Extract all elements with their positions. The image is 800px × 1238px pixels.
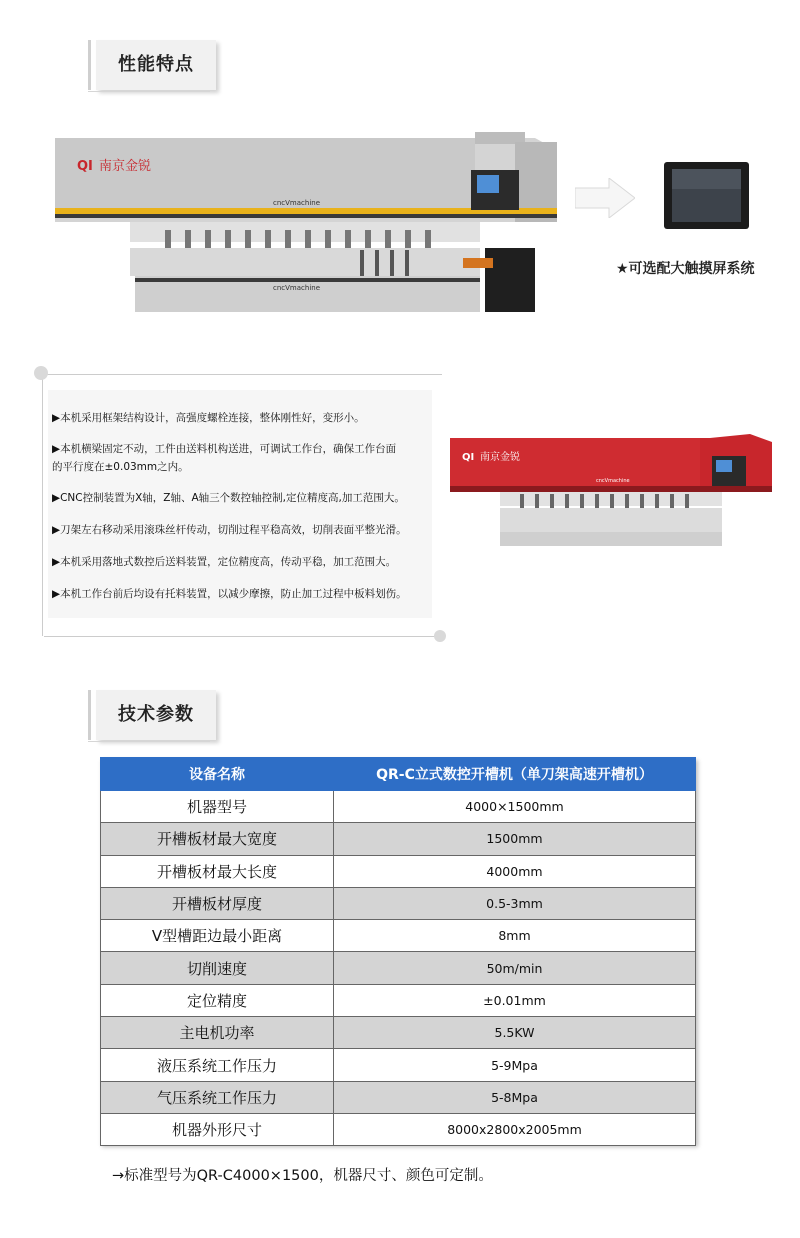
frame-dot-bottom <box>434 630 446 642</box>
table-cell-value: 0.5-3mm <box>334 887 696 919</box>
table-cell-value: 50m/min <box>334 952 696 984</box>
table-cell-param: 气压系统工作压力 <box>101 1081 334 1113</box>
features-title-text: 性能特点 <box>118 54 194 75</box>
spec-table <box>100 757 696 1146</box>
table-row <box>101 823 696 855</box>
silver-brand-text: 南京金锐 <box>99 159 152 174</box>
specs-title-text: 技术参数 <box>118 704 194 725</box>
feature-item-2: ▶本机横梁固定不动，工件由送料机构送进，可调试工作台，确保工作台面 <box>52 443 397 455</box>
silver-machine-image <box>55 130 557 315</box>
table-cell-value: 5-8Mpa <box>334 1081 696 1113</box>
title-accent-bar <box>88 690 91 740</box>
table-row <box>101 1081 696 1113</box>
table-row <box>101 855 696 887</box>
footnote: →标准型号为QR-C4000×1500，机器尺寸、颜色可定制。 <box>112 1168 493 1184</box>
table-cell-param: 液压系统工作压力 <box>101 1049 334 1081</box>
svg-text:QI: QI <box>462 452 475 463</box>
table-header-row <box>101 758 696 791</box>
table-cell-value: 4000×1500mm <box>334 791 696 823</box>
frame-dot-top <box>34 366 48 380</box>
table-row <box>101 984 696 1016</box>
table-row <box>101 1049 696 1081</box>
table-cell-param: V型槽距边最小距离 <box>101 920 334 952</box>
table-cell-param: 开槽板材最大宽度 <box>101 823 334 855</box>
feature-item-3: ▶CNC控制装置为X轴，Z轴、A轴三个数控轴控制,定位精度高,加工范围大。 <box>52 492 405 504</box>
table-row <box>101 920 696 952</box>
feature-item-5: ▶本机采用落地式数控后送料装置，定位精度高，传动平稳，加工范围大。 <box>52 556 397 568</box>
table-cell-param: 定位精度 <box>101 984 334 1016</box>
table-cell-param: 主电机功率 <box>101 1017 334 1049</box>
title-accent-bar <box>88 40 91 90</box>
table-cell-param: 切削速度 <box>101 952 334 984</box>
svg-text:QI: QI <box>77 159 93 174</box>
table-cell-value: 8000x2800x2005mm <box>334 1113 696 1145</box>
silver-label-top: cncVmachine <box>273 199 321 207</box>
red-machine-image <box>450 432 772 550</box>
table-cell-param: 开槽板材厚度 <box>101 887 334 919</box>
feature-item-4: ▶刀架左右移动采用滚珠丝杆传动，切削过程平稳高效，切削表面平整光滑。 <box>52 524 407 536</box>
arrow-right-icon <box>575 178 635 218</box>
table-cell-param: 机器外形尺寸 <box>101 1113 334 1145</box>
frame-line-left <box>42 374 43 636</box>
table-cell-value: ±0.01mm <box>334 984 696 1016</box>
feature-item-2-cont: 的平行度在±0.03mm之内。 <box>52 461 189 473</box>
table-cell-param: 开槽板材最大长度 <box>101 855 334 887</box>
table-header-name: 设备名称 <box>101 758 334 791</box>
table-row <box>101 952 696 984</box>
red-label: cncVmachine <box>596 478 630 484</box>
frame-line-bottom <box>44 636 440 637</box>
feature-item-6: ▶本机工作台前后均设有托料装置，以减少摩擦，防止加工过程中板料划伤。 <box>52 588 407 600</box>
silver-label-bottom: cncVmachine <box>273 284 321 292</box>
table-row <box>101 887 696 919</box>
table-cell-value: 8mm <box>334 920 696 952</box>
table-cell-value: 1500mm <box>334 823 696 855</box>
features-section-title <box>88 40 216 90</box>
feature-item-1: ▶本机采用框架结构设计，高强度螺栓连接，整体刚性好，变形小。 <box>52 412 365 424</box>
red-brand-text: 南京金锐 <box>480 452 520 463</box>
table-cell-value: 5.5KW <box>334 1017 696 1049</box>
table-cell-value: 4000mm <box>334 855 696 887</box>
specs-section-title <box>88 690 216 740</box>
table-row <box>101 1113 696 1145</box>
table-header-model: QR-C立式数控开槽机（单刀架高速开槽机） <box>334 758 696 791</box>
title-underline <box>88 741 210 742</box>
title-underline <box>88 91 210 92</box>
table-cell-value: 5-9Mpa <box>334 1049 696 1081</box>
table-cell-param: 机器型号 <box>101 791 334 823</box>
touch-monitor-image <box>664 162 749 229</box>
table-row <box>101 1017 696 1049</box>
touch-screen-caption: ★可选配大触摸屏系统 <box>616 261 755 277</box>
frame-line-top <box>44 374 442 375</box>
table-row <box>101 791 696 823</box>
